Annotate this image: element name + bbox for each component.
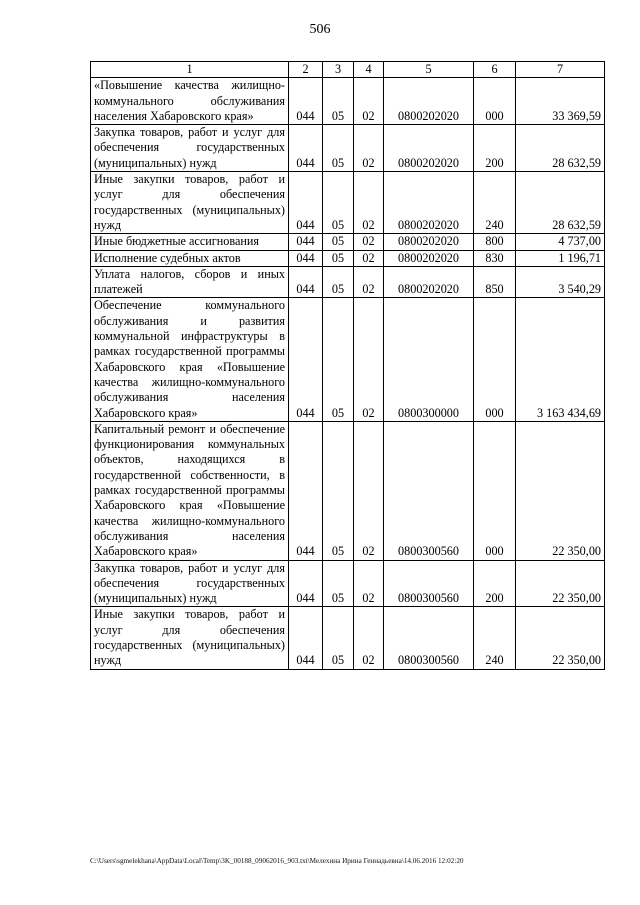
row-subsection-cell: 02 <box>354 125 384 172</box>
row-subsection-cell: 02 <box>354 560 384 607</box>
header-cell: 5 <box>384 62 474 78</box>
row-code-cell: 044 <box>289 78 323 125</box>
row-subsection-cell: 02 <box>354 266 384 298</box>
row-expense-type-cell: 800 <box>474 234 516 250</box>
header-cell: 7 <box>516 62 605 78</box>
table-row <box>91 172 605 234</box>
row-subsection-cell: 02 <box>354 234 384 250</box>
row-amount-cell: 28 632,59 <box>516 125 605 172</box>
row-section-cell: 05 <box>323 266 354 298</box>
row-name-cell: Иные закупки товаров, работ и услуг для обеспечения государственных (муниципальных) нужд <box>91 607 289 669</box>
table-header-row <box>91 62 605 78</box>
row-name-cell: Капитальный ремонт и обеспечение функционирования коммунальных объектов, находящихся в государственной собственности, в рамках государственной программы Хабаровского края «Повышение качества жилищно-коммунального обслуживания населения Хабаровского края» <box>91 421 289 560</box>
row-target-article-cell: 0800202020 <box>384 266 474 298</box>
row-subsection-cell: 02 <box>354 250 384 266</box>
row-section-cell: 05 <box>323 607 354 669</box>
row-section-cell: 05 <box>323 250 354 266</box>
row-code-cell: 044 <box>289 607 323 669</box>
row-code-cell: 044 <box>289 560 323 607</box>
row-expense-type-cell: 200 <box>474 560 516 607</box>
row-expense-type-cell: 850 <box>474 266 516 298</box>
row-subsection-cell: 02 <box>354 607 384 669</box>
row-subsection-cell: 02 <box>354 421 384 560</box>
row-target-article-cell: 0800300560 <box>384 560 474 607</box>
row-amount-cell: 22 350,00 <box>516 421 605 560</box>
row-amount-cell: 28 632,59 <box>516 172 605 234</box>
row-name-cell: Закупка товаров, работ и услуг для обеспечения государственных (муниципальных) нужд <box>91 125 289 172</box>
row-subsection-cell: 02 <box>354 172 384 234</box>
row-section-cell: 05 <box>323 560 354 607</box>
file-path-footer: C:\Users\sgmelekhana\AppData\Local\Temp\3K_00188_09062016_903.txt\Мелехина Ирина Геннадьевна\14.06.2016 12:02:20 <box>90 857 464 865</box>
row-amount-cell: 22 350,00 <box>516 560 605 607</box>
row-name-cell: «Повышение качества жилищно-коммунального обслуживания населения Хабаровского края» <box>91 78 289 125</box>
row-amount-cell: 3 163 434,69 <box>516 298 605 421</box>
row-code-cell: 044 <box>289 250 323 266</box>
row-section-cell: 05 <box>323 421 354 560</box>
row-target-article-cell: 0800300000 <box>384 298 474 421</box>
row-code-cell: 044 <box>289 125 323 172</box>
row-target-article-cell: 0800202020 <box>384 78 474 125</box>
page-number: 506 <box>309 22 331 37</box>
table-row <box>91 298 605 421</box>
header-cell: 3 <box>323 62 354 78</box>
row-name-cell: Уплата налогов, сборов и иных платежей <box>91 266 289 298</box>
row-amount-cell: 3 540,29 <box>516 266 605 298</box>
table-row <box>91 266 605 298</box>
row-code-cell: 044 <box>289 421 323 560</box>
row-code-cell: 044 <box>289 266 323 298</box>
row-expense-type-cell: 000 <box>474 78 516 125</box>
table-row <box>91 78 605 125</box>
row-amount-cell: 4 737,00 <box>516 234 605 250</box>
row-target-article-cell: 0800300560 <box>384 607 474 669</box>
row-section-cell: 05 <box>323 234 354 250</box>
row-code-cell: 044 <box>289 172 323 234</box>
row-target-article-cell: 0800202020 <box>384 125 474 172</box>
row-code-cell: 044 <box>289 298 323 421</box>
row-code-cell: 044 <box>289 234 323 250</box>
header-cell: 4 <box>354 62 384 78</box>
row-target-article-cell: 0800300560 <box>384 421 474 560</box>
row-amount-cell: 33 369,59 <box>516 78 605 125</box>
row-expense-type-cell: 200 <box>474 125 516 172</box>
budget-table <box>90 61 605 670</box>
row-expense-type-cell: 240 <box>474 172 516 234</box>
row-name-cell: Обеспечение коммунального обслуживания и развития коммунальной инфраструктуры в рамках государственной программы Хабаровского края «Повышение качества жилищно-коммунального обслуживания населения Хабаровского края» <box>91 298 289 421</box>
table-row <box>91 607 605 669</box>
row-target-article-cell: 0800202020 <box>384 234 474 250</box>
row-expense-type-cell: 830 <box>474 250 516 266</box>
row-subsection-cell: 02 <box>354 78 384 125</box>
table-row <box>91 234 605 250</box>
row-name-cell: Исполнение судебных актов <box>91 250 289 266</box>
row-expense-type-cell: 240 <box>474 607 516 669</box>
table-row <box>91 421 605 560</box>
row-name-cell: Иные закупки товаров, работ и услуг для обеспечения государственных (муниципальных) нужд <box>91 172 289 234</box>
row-expense-type-cell: 000 <box>474 298 516 421</box>
header-cell: 1 <box>91 62 289 78</box>
row-target-article-cell: 0800202020 <box>384 172 474 234</box>
row-section-cell: 05 <box>323 125 354 172</box>
header-cell: 6 <box>474 62 516 78</box>
table-row <box>91 125 605 172</box>
row-name-cell: Иные бюджетные ассигнования <box>91 234 289 250</box>
row-section-cell: 05 <box>323 172 354 234</box>
table-row <box>91 250 605 266</box>
table-row <box>91 560 605 607</box>
row-expense-type-cell: 000 <box>474 421 516 560</box>
row-target-article-cell: 0800202020 <box>384 250 474 266</box>
row-name-cell: Закупка товаров, работ и услуг для обеспечения государственных (муниципальных) нужд <box>91 560 289 607</box>
row-amount-cell: 22 350,00 <box>516 607 605 669</box>
row-subsection-cell: 02 <box>354 298 384 421</box>
row-section-cell: 05 <box>323 298 354 421</box>
header-cell: 2 <box>289 62 323 78</box>
row-amount-cell: 1 196,71 <box>516 250 605 266</box>
row-section-cell: 05 <box>323 78 354 125</box>
